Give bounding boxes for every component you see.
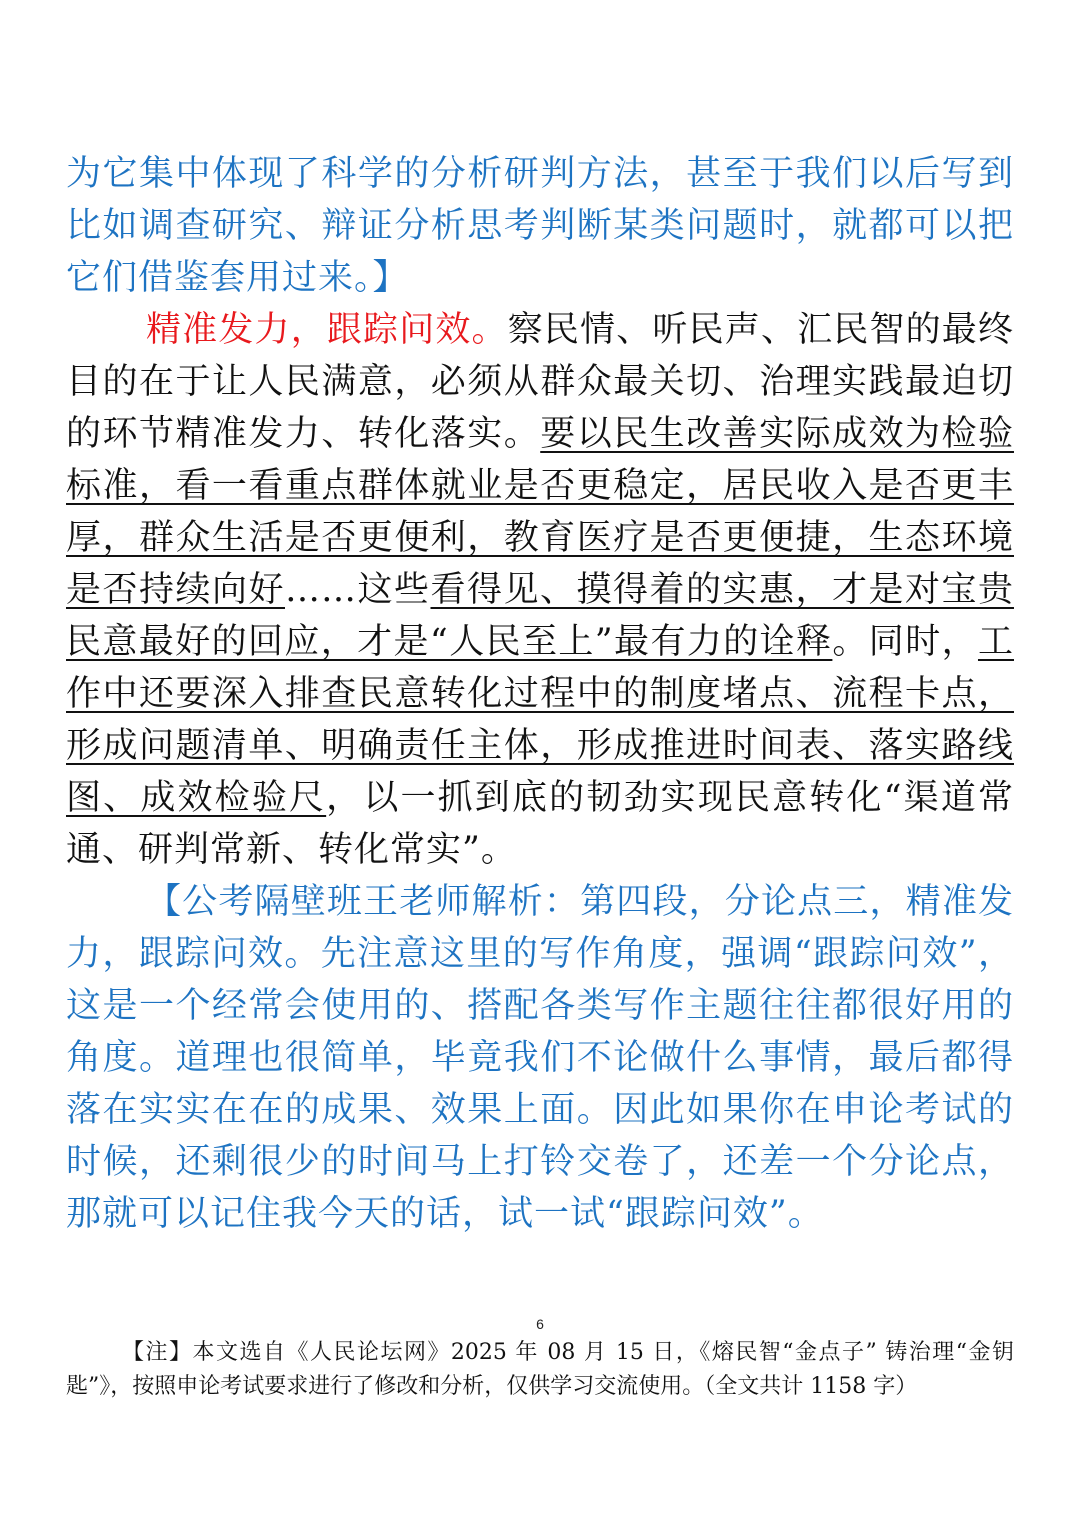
section-heading: 精准发力，跟踪问效。 bbox=[146, 310, 508, 350]
section-text-2: ……这些 bbox=[285, 570, 431, 610]
document-body bbox=[66, 148, 1014, 1240]
section-underlined-1: 要以民生改善实际成效为检验标准，看一看重点群体就业是否更稳定，居民收入是否更丰厚，群众生活是否更便利，教育医疗是否更便捷，生态环境是否持续向好 bbox=[66, 414, 1014, 610]
section-text-4: ，以一抓到底的韧劲实现民意转化“渠道常通、研判常新、转化常实”。 bbox=[66, 778, 1014, 870]
page-number: 6 bbox=[536, 1316, 544, 1332]
section-text-3: 。同时， bbox=[832, 622, 978, 662]
section-text-1: 察民情、听民声、汇民智的最终目的在于让人民满意，必须从群众最关切、治理实践最迫切的环节精准发力、转化落实。 bbox=[66, 310, 1014, 454]
intro-paragraph: 为它集中体现了科学的分析研判方法，甚至于我们以后写到比如调查研究、辩证分析思考判断某类问题时，就都可以把它们借鉴套用过来。】 bbox=[66, 154, 1014, 298]
section-paragraph bbox=[66, 304, 1014, 876]
section-underlined-2: 看得见、摸得着的实惠，才是对宝贵民意最好的回应，才是“人民至上”最有力的诠释 bbox=[66, 570, 1014, 662]
analysis-paragraph: 【公考隔壁班王老师解析：第四段，分论点三，精准发力，跟踪问效。先注意这里的写作角度，强调“跟踪问效”，这是一个经常会使用的、搭配各类写作主题往往都很好用的角度。道理也很简单，毕竟我们不论做什么事情，最后都得落在实实在在的成果、效果上面。因此如果你在申论考试的时候，还剩很少的时间马上打铃交卷了，还差一个分论点，那就可以记住我今天的话，试一试“跟踪问效”。 bbox=[66, 882, 1014, 1234]
footnote: 【注】本文选自《人民论坛网》2025 年 08 月 15 日，《熔民智“金点子” 铸治理“金钥匙”》，按照申论考试要求进行了修改和分析，仅供学习交流使用。（全文共计 1158 字） bbox=[66, 1340, 1014, 1399]
section-underlined-3: 工作中还要深入排查民意转化过程中的制度堵点、流程卡点，形成问题清单、明确责任主体，形成推进时间表、落实路线图、成效检验尺 bbox=[66, 622, 1014, 818]
